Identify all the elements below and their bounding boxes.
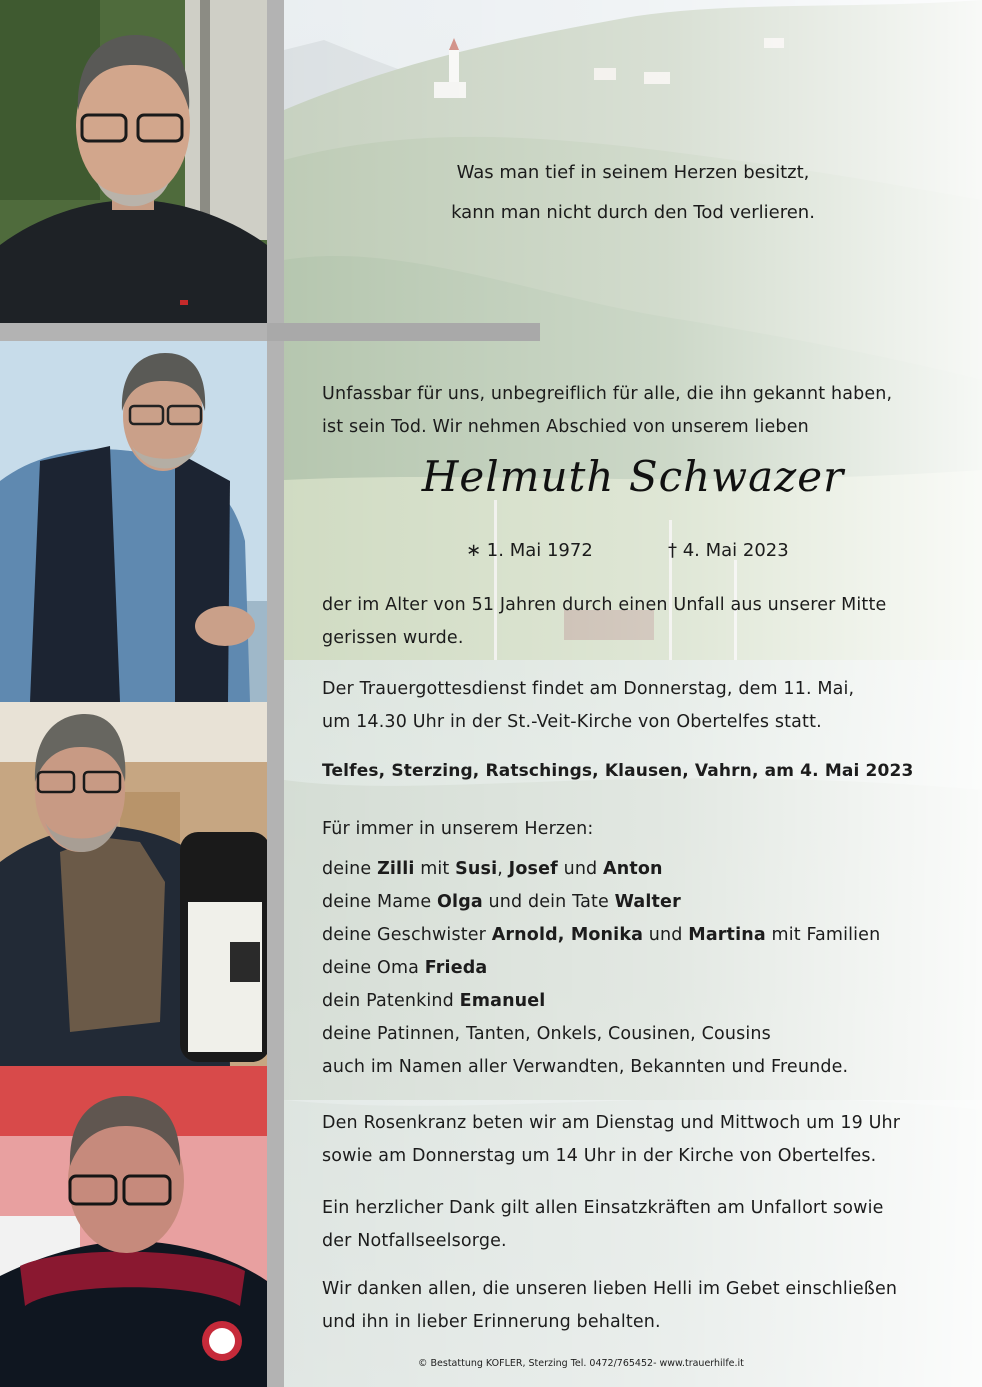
family-line: dein Patenkind Emanuel: [322, 991, 546, 1011]
frame-cross-bar: [267, 323, 540, 341]
family-list: [322, 853, 880, 1084]
quote-line-1: Was man tief in seinem Herzen besitzt,: [456, 162, 810, 183]
family-line: deine Patinnen, Tanten, Onkels, Cousinen, Cousins: [322, 1024, 771, 1044]
death-date: † 4. Mai 2023: [668, 540, 789, 561]
prayer-line-2: und ihn in lieber Erinnerung behalten.: [322, 1312, 661, 1332]
places-date-line: Telfes, Sterzing, Ratschings, Klausen, Vahrn, am 4. Mai 2023: [322, 761, 914, 781]
thanks-paragraph: [322, 1192, 884, 1258]
rosary-line-2: sowie am Donnerstag um 14 Uhr in der Kirche von Obertelfes.: [322, 1146, 877, 1166]
family-line: deine Mame Olga und dein Tate Walter: [322, 892, 681, 912]
footer-credit: © Bestattung KOFLER, Sterzing Tel. 0472/765452- www.trauerhilfe.it: [418, 1358, 744, 1369]
portrait-photo-4: [0, 1066, 267, 1387]
service-paragraph: [322, 673, 854, 739]
age-paragraph: [322, 589, 886, 655]
intro-paragraph: [322, 378, 892, 444]
family-line: auch im Namen aller Verwandten, Bekannten und Freunde.: [322, 1057, 849, 1077]
service-line-2: um 14.30 Uhr in der St.-Veit-Kirche von Obertelfes statt.: [322, 712, 822, 732]
age-line-1: der im Alter von 51 Jahren durch einen Unfall aus unserer Mitte: [322, 595, 887, 615]
rosary-line-1: Den Rosenkranz beten wir am Dienstag und Mittwoch um 19 Uhr: [322, 1113, 901, 1133]
deceased-name: Helmuth Schwazer: [421, 452, 845, 501]
service-line-1: Der Trauergottesdienst findet am Donnerstag, dem 11. Mai,: [322, 679, 855, 699]
portrait-photo-2: [0, 341, 267, 702]
family-line: deine Oma Frieda: [322, 958, 488, 978]
family-line: deine Geschwister Arnold, Monika und Martina mit Familien: [322, 925, 881, 945]
thanks-line-2: der Notfallseelsorge.: [322, 1231, 507, 1251]
intro-line-1: Unfassbar für uns, unbegreiflich für alle, die ihn gekannt haben,: [322, 384, 893, 404]
family-line: deine Zilli mit Susi, Josef und Anton: [322, 859, 663, 879]
frame-vertical-bar: [267, 0, 284, 1387]
birth-date: ∗ 1. Mai 1972: [466, 540, 593, 561]
thanks-line-1: Ein herzlicher Dank gilt allen Einsatzkräften am Unfallort sowie: [322, 1198, 884, 1218]
prayer-line-1: Wir danken allen, die unseren lieben Helli im Gebet einschließen: [322, 1279, 898, 1299]
portrait-photo-3: [0, 702, 267, 1066]
prayer-paragraph: [322, 1273, 897, 1339]
intro-line-2: ist sein Tod. Wir nehmen Abschied von unserem lieben: [322, 417, 809, 437]
portrait-photo-1: [0, 0, 267, 323]
rosary-paragraph: [322, 1107, 900, 1173]
age-line-2: gerissen wurde.: [322, 628, 464, 648]
heart-line: Für immer in unserem Herzen:: [322, 819, 594, 839]
quote-line-2: kann man nicht durch den Tod verlieren.: [451, 202, 815, 223]
